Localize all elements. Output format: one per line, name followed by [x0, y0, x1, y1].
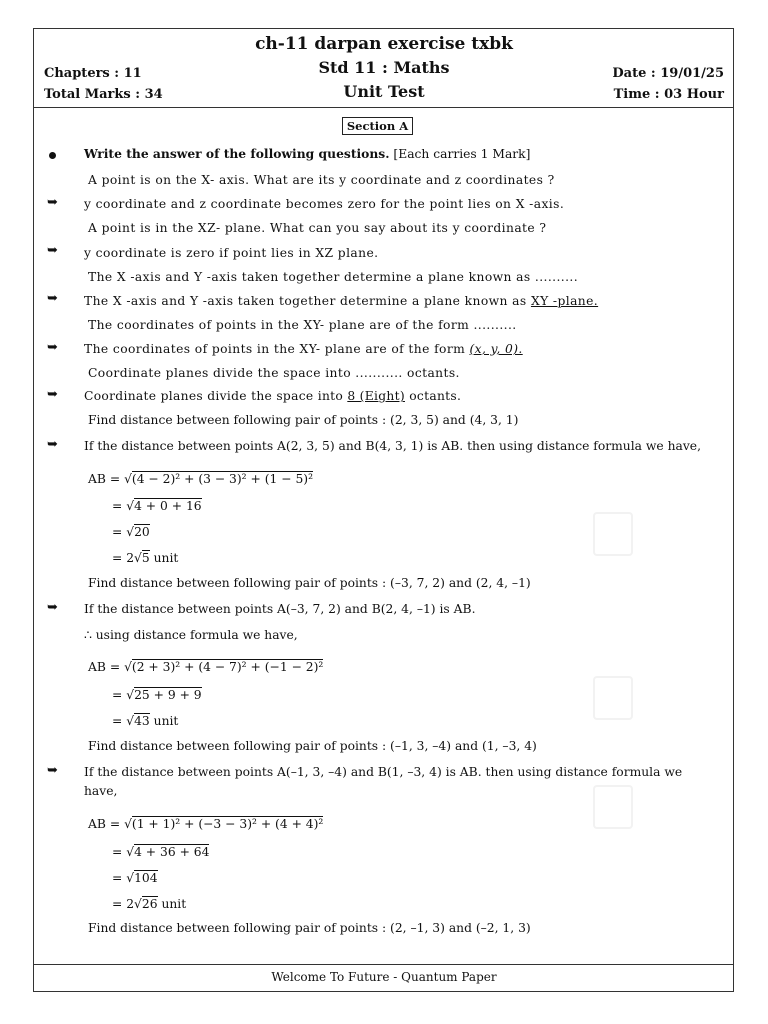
arrow-icon: ➥	[47, 243, 58, 258]
answer-7: If the distance between points A(–3, 7, 2) and B(2, 4, –1) is AB.	[84, 602, 476, 616]
question-2: A point is in the XZ- plane. What can you say about its y coordinate ?	[88, 221, 547, 235]
question-1: A point is on the X- axis. What are its y coordinate and z coordinates ?	[88, 173, 555, 187]
equation-line: = 2√26 unit	[112, 897, 187, 911]
date: Date : 19/01/25	[612, 66, 724, 81]
equation-line: = √43 unit	[112, 714, 179, 728]
arrow-icon: ➥	[47, 437, 58, 452]
sqrt-icon: √	[134, 897, 142, 911]
section-label: Section A	[342, 117, 413, 135]
watermark-logo-icon	[593, 512, 633, 556]
footer-divider	[33, 964, 734, 965]
equation-line: AB = √(1 + 1)² + (−3 − 3)² + (4 + 4)²	[88, 817, 324, 831]
equation-line: = 2√5 unit	[112, 551, 179, 565]
sqrt-icon: √	[134, 551, 142, 565]
answer-7-continued: ∴ using distance formula we have,	[84, 628, 298, 642]
equation-line: = √4 + 0 + 16	[112, 499, 202, 513]
arrow-icon: ➥	[47, 340, 58, 355]
question-8: Find distance between following pair of points : (–1, 3, –4) and (1, –3, 4)	[88, 739, 537, 753]
answer-8: If the distance between points A(–1, 3, –4) and B(1, –3, 4) is AB. then using distance formula we	[84, 765, 683, 779]
sqrt-icon: √	[126, 845, 135, 859]
equation-line: = √4 + 36 + 64	[112, 845, 210, 859]
answer-4: The coordinates of points in the XY- plane are of the form (x, y, 0).	[84, 342, 523, 356]
arrow-icon: ➥	[47, 387, 58, 402]
answer-1: y coordinate and z coordinate becomes zero for the point lies on X -axis.	[84, 197, 565, 211]
standard-subject: Std 11 : Maths	[318, 58, 450, 77]
sqrt-icon: √	[126, 871, 135, 885]
arrow-icon: ➥	[47, 195, 58, 210]
paper-title: ch-11 darpan exercise txbk	[255, 34, 513, 54]
question-5: Coordinate planes divide the space into ........... octants.	[88, 366, 460, 380]
total-marks: Total Marks : 34	[44, 87, 163, 102]
equation-line: = √20	[112, 525, 150, 539]
bullet-dot-icon	[49, 152, 56, 159]
answer-6: If the distance between points A(2, 3, 5) and B(4, 3, 1) is AB. then using distance formula we have,	[84, 439, 701, 453]
question-7: Find distance between following pair of points : (–3, 7, 2) and (2, 4, –1)	[88, 576, 531, 590]
test-type: Unit Test	[343, 82, 425, 101]
answer-2: y coordinate is zero if point lies in XZ plane.	[84, 246, 379, 260]
sqrt-icon: √	[126, 525, 135, 539]
answer-3: The X -axis and Y -axis taken together determine a plane known as XY -plane.	[84, 294, 599, 308]
equation-line: = √104	[112, 871, 158, 885]
watermark-logo-icon	[593, 676, 633, 720]
arrow-icon: ➥	[47, 600, 58, 615]
arrow-icon: ➥	[47, 763, 58, 778]
answer-5: Coordinate planes divide the space into 8 (Eight) octants.	[84, 389, 462, 403]
footer-text: Welcome To Future - Quantum Paper	[271, 970, 497, 984]
header-divider	[33, 107, 734, 108]
question-3: The X -axis and Y -axis taken together determine a plane known as ..........	[88, 270, 579, 284]
sqrt-icon: √	[126, 499, 135, 513]
answer-8-continued: have,	[84, 784, 118, 798]
question-6: Find distance between following pair of points : (2, 3, 5) and (4, 3, 1)	[88, 413, 519, 427]
sqrt-icon: √	[124, 660, 132, 674]
chapters: Chapters : 11	[44, 66, 142, 81]
equation-line: AB = √(2 + 3)² + (4 − 7)² + (−1 − 2)²	[88, 660, 324, 674]
watermark-logo-icon	[593, 785, 633, 829]
time: Time : 03 Hour	[613, 87, 724, 102]
arrow-icon: ➥	[47, 291, 58, 306]
equation-line: = √25 + 9 + 9	[112, 688, 202, 702]
equation-line: AB = √(4 − 2)² + (3 − 3)² + (1 − 5)²	[88, 472, 314, 486]
question-9: Find distance between following pair of points : (2, –1, 3) and (–2, 1, 3)	[88, 921, 531, 935]
sqrt-icon: √	[126, 714, 135, 728]
question-4: The coordinates of points in the XY- plane are of the form ..........	[88, 318, 517, 332]
sqrt-icon: √	[124, 817, 132, 831]
sqrt-icon: √	[126, 688, 135, 702]
sqrt-icon: √	[124, 472, 132, 486]
instruction: Write the answer of the following questions. [Each carries 1 Mark]	[84, 146, 531, 161]
